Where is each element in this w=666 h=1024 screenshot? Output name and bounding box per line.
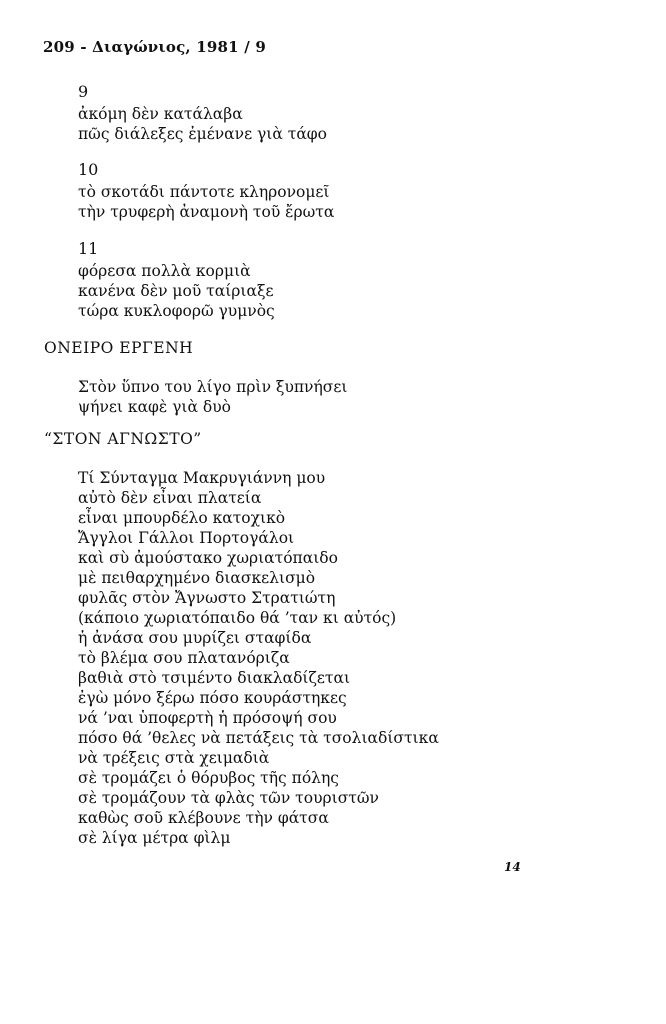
poem-line: ἀκόμη δὲν κατάλαβα [78, 105, 243, 123]
poem-line: ἡ ἀνάσα σου μυρίζει σταφίδα [78, 629, 312, 647]
poem-line: καὶ σὺ ἀμούστακο χωριατόπαιδο [78, 549, 338, 567]
poem-line: φόρεσα πολλὰ κορμιὰ [78, 262, 251, 280]
poem-line: τὴν τρυφερὴ ἀναμονὴ τοῦ ἔρωτα [78, 203, 335, 221]
poem-line: πῶς διάλεξες ἐμένανε γιὰ τάφο [78, 125, 327, 143]
poem-body-ston-agnosto [78, 468, 439, 848]
poem-section-10 [78, 160, 334, 222]
section-number: 9 [78, 82, 89, 101]
poem-line: αὐτὸ δὲν εἶναι πλατεία [78, 489, 262, 507]
poem-line: φυλᾶς στὸν Ἄγνωστο Στρατιώτη [78, 589, 336, 607]
poem-line: Ἄγγλοι Γάλλοι Πορτογάλοι [78, 529, 295, 547]
poem-line: κανένα δὲν μοῦ ταίριαξε [78, 282, 274, 300]
poem-line: βαθιὰ στὸ τσιμέντο διακλαδίζεται [78, 669, 351, 687]
poem-line: καθὼς σοῦ κλέβουνε τὴν φάτσα [78, 809, 329, 827]
poem-line: σὲ τρομάζει ὁ θόρυβος τῆς πόλης [78, 769, 339, 787]
poem-line: νὰ τρέξεις στὰ χειμαδιὰ [78, 749, 270, 767]
poem-line: τὸ βλέμα σου πλατανόριζα [78, 649, 290, 667]
poem-section-11 [78, 239, 275, 321]
section-number: 10 [78, 160, 99, 179]
poem-line: πόσο θά ’θελες νὰ πετάξεις τὰ τσολιαδίστικα [78, 729, 439, 747]
poem-section-9 [78, 82, 327, 144]
poem-line: Τί Σύνταγμα Μακρυγιάννη μου [78, 469, 326, 487]
running-header: 209 - Διαγώνιος, 1981 / 9 [43, 38, 266, 56]
poem-line: μὲ πειθαρχημένο διασκελισμὸ [78, 569, 316, 587]
poem-line: εἶναι μπουρδέλο κατοχικὸ [78, 509, 286, 527]
poem-line: σὲ λίγα μέτρα φὶλμ [78, 829, 231, 847]
poem-line: σὲ τρομάζουν τὰ φλὰς τῶν τουριστῶν [78, 789, 379, 807]
poem-line: ἐγὼ μόνο ξέρω πόσο κουράστηκες [78, 689, 347, 707]
page-number: 14 [504, 860, 521, 874]
poem-line: νά ’ναι ὑποφερτὴ ἡ πρόσοψή σου [78, 709, 337, 727]
poem-line: τώρα κυκλοφορῶ γυμνὸς [78, 302, 275, 320]
poem-line: (κάποιο χωριατόπαιδο θά ’ταν κι αὐτός) [78, 609, 397, 627]
poem-title-oneiro-ergeni: ΟΝΕΙΡΟ ΕΡΓΕΝΗ [44, 339, 194, 357]
poem-line: τὸ σκοτάδι πάντοτε κληρονομεῖ [78, 183, 330, 201]
poem-line: Στὸν ὕπνο του λίγο πρὶν ξυπνήσει [78, 378, 348, 396]
poem-body-oneiro-ergeni [78, 377, 347, 417]
poem-line: ψήνει καφὲ γιὰ δυὸ [78, 398, 231, 416]
section-number: 11 [78, 239, 99, 258]
poem-title-ston-agnosto: “ΣΤΟΝ ΑΓΝΩΣΤΟ” [44, 430, 202, 448]
